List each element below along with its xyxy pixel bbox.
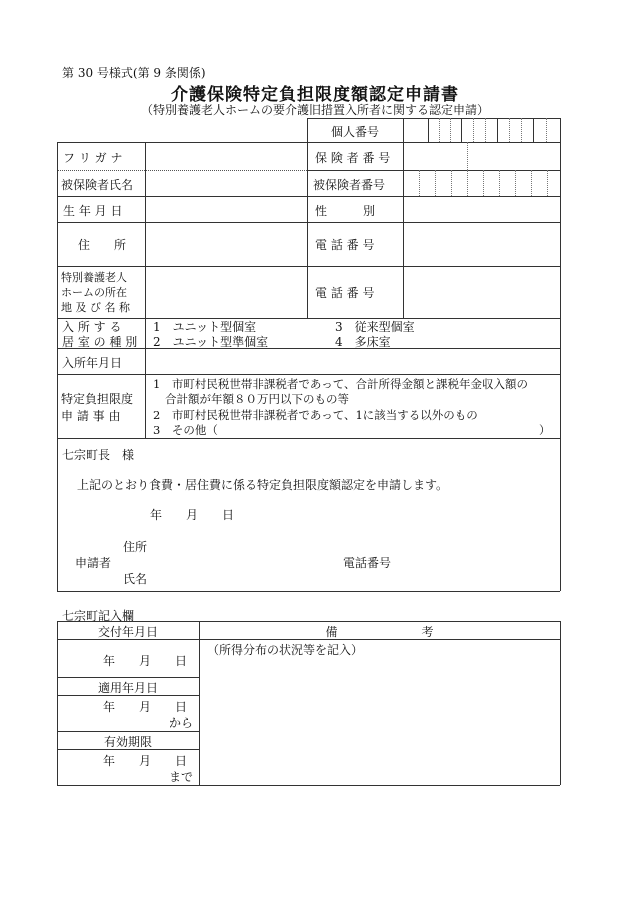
form-title: 介護保険特定負担限度額認定申請書 xyxy=(171,85,459,105)
form-subtitle: （特別養護老人ホームの要介護旧措置入所者に関する認定申請） xyxy=(140,103,489,117)
phone-label: 電 話 番 号 xyxy=(315,238,375,252)
furigana-label: フ リ ガ ナ xyxy=(63,151,123,165)
valid-until-suffix: まで xyxy=(169,770,194,784)
declaration-statement: 上記のとおり食費・居住費に係る特定負担限度額認定を申請します。 xyxy=(77,478,449,492)
valid-until-value: 年 月 日 xyxy=(103,754,188,768)
office-use-title: 七宗町記入欄 xyxy=(62,609,135,623)
room-option-2: 2 ユニット型準個室 xyxy=(153,335,269,349)
applicant-address-label: 住所 xyxy=(123,540,148,554)
reason-1-cont: 合計額が年額８０万円以下のもの等 xyxy=(165,392,349,406)
apply-from: から xyxy=(169,716,194,730)
admission-date-label: 入所年月日 xyxy=(62,356,123,370)
apply-date-label: 適用年月日 xyxy=(97,681,158,695)
issue-date-label: 交付年月日 xyxy=(97,625,158,639)
valid-until-label: 有効期限 xyxy=(103,735,152,749)
room-option-3: 3 従来型個室 xyxy=(335,320,415,334)
address-label: 住 所 xyxy=(77,238,126,252)
room-option-1: 1 ユニット型個室 xyxy=(153,320,257,334)
addressee: 七宗町長 様 xyxy=(62,448,135,462)
reason-3: 3 その他（ xyxy=(153,423,218,437)
reason-1: 1 市町村民税世帯非課税者であって、合計所得金額と課税年金収入額の xyxy=(153,377,528,391)
room-type-label-2: 居 室 の 種 別 xyxy=(62,335,138,349)
facility-location-label-2: ホームの所在 xyxy=(61,286,127,299)
reason-2: 2 市町村民税世帯非課税者であって、1に該当する以外のもの xyxy=(153,408,478,422)
sex-label: 性 別 xyxy=(315,204,376,218)
insurer-number-label: 保 険 者 番 号 xyxy=(315,151,391,165)
applicant-name-label: 氏名 xyxy=(123,572,148,586)
form-number: 第 30 号様式(第 9 条関係) xyxy=(62,66,206,80)
insured-number-label: 被保険者番号 xyxy=(313,178,386,192)
birthdate-label: 生 年 月 日 xyxy=(63,204,123,218)
issue-date-value: 年 月 日 xyxy=(103,654,188,668)
facility-location-label-3: 地 及 び 名 称 xyxy=(61,301,130,314)
facility-location-label-1: 特別養護老人 xyxy=(61,271,127,284)
remarks-label: 備 考 xyxy=(325,625,434,639)
remarks-note: （所得分布の状況等を記入） xyxy=(207,643,364,657)
facility-phone-label: 電 話 番 号 xyxy=(315,286,375,300)
insured-name-label: 被保険者氏名 xyxy=(61,178,134,192)
reason-label-2: 申 請 事 由 xyxy=(61,409,121,423)
room-type-label-1: 入 所 す る xyxy=(62,320,122,334)
reason-3-close: ） xyxy=(539,423,551,437)
room-option-4: 4 多床室 xyxy=(335,335,391,349)
application-form xyxy=(57,118,560,591)
reason-label-1: 特定負担限度 xyxy=(61,392,134,406)
apply-date-value: 年 月 日 xyxy=(103,700,188,714)
declaration-date: 年 月 日 xyxy=(150,508,235,522)
individual-number-label: 個人番号 xyxy=(330,125,379,139)
office-use-table xyxy=(57,621,560,785)
applicant-phone-label: 電話番号 xyxy=(343,556,392,570)
applicant-label: 申請者 xyxy=(75,556,112,570)
